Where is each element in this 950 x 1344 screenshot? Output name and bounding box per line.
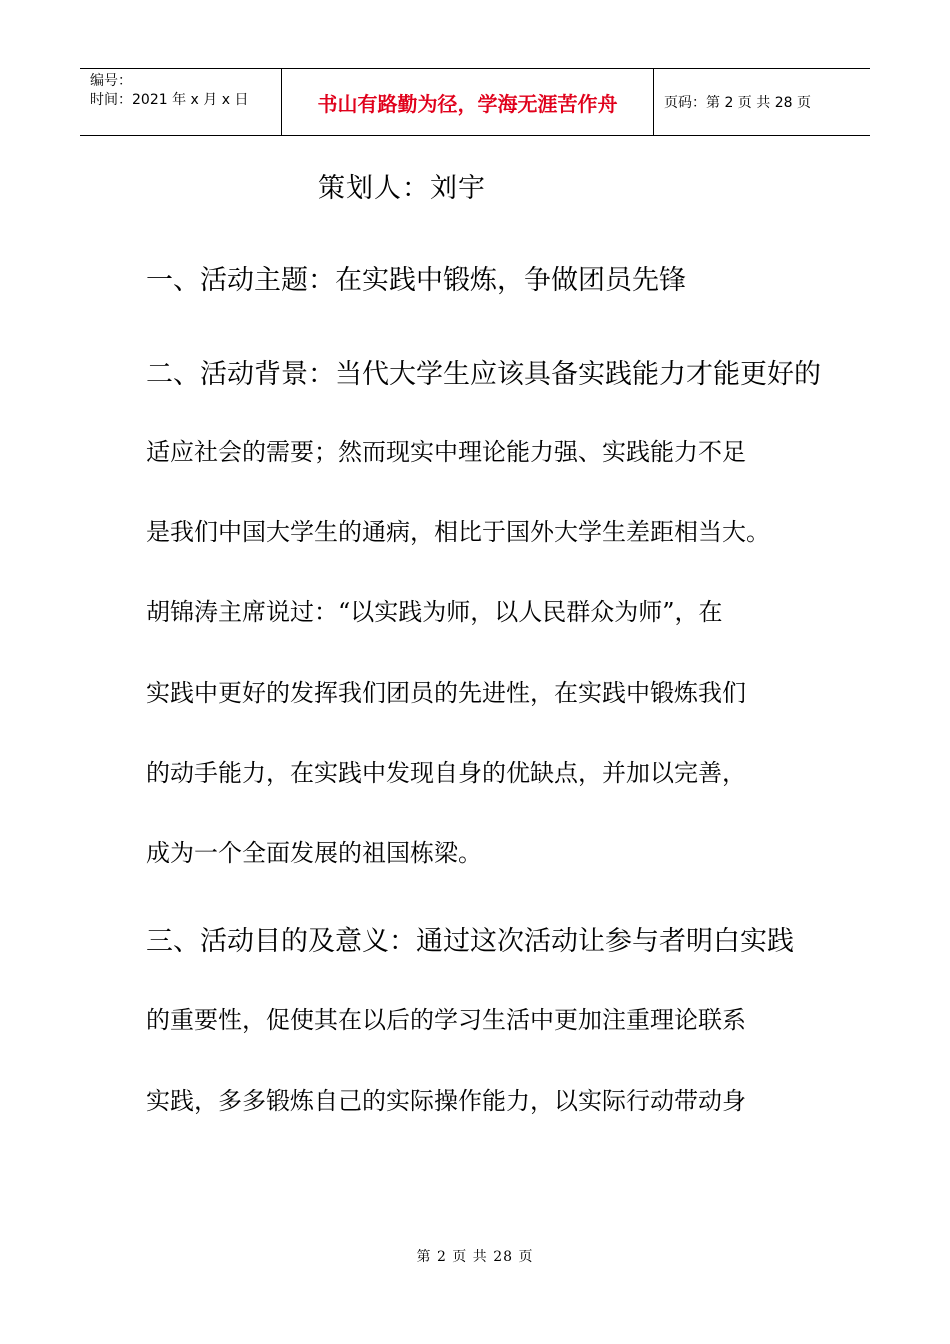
section-1-theme: 一、活动主题：在实践中锻炼，争做团员先锋 [146,265,686,296]
body-line: 是我们中国大学生的通病，相比于国外大学生差距相当大。 [146,518,770,546]
header-page-info: 页码：第 2 页 共 28 页 [664,95,811,111]
planner-line: 策划人：刘宇 [318,173,486,204]
body-line: 的重要性，促使其在以后的学习生活中更加注重理论联系 [146,1006,746,1034]
body-line: 的动手能力，在实践中发现自身的优缺点，并加以完善， [146,759,746,787]
body-line: 胡锦涛主席说过：“以实践为师，以人民群众为师”，在 [146,598,723,626]
header-meta [80,69,282,135]
section-2-background-line: 二、活动背景：当代大学生应该具备实践能力才能更好的 [146,359,821,390]
section-3-purpose-line: 三、活动目的及意义：通过这次活动让参与者明白实践 [146,926,794,957]
page-footer: 第 2 页 共 28 页 [416,1249,534,1265]
code-label: 编号： [90,73,132,89]
body-line: 适应社会的需要；然而现实中理论能力强、实践能力不足 [146,438,746,466]
body-line: 成为一个全面发展的祖国栋梁。 [146,839,482,867]
body-line: 实践中更好的发挥我们团员的先进性，在实践中锻炼我们 [146,679,746,707]
body-line: 实践，多多锻炼自己的实际操作能力，以实际行动带动身 [146,1087,746,1115]
page-header [80,68,870,136]
header-motto: 书山有路勤为径，学海无涯苦作舟 [282,69,654,135]
date-label: 时间：2021 年 x 月 x 日 [90,92,249,108]
